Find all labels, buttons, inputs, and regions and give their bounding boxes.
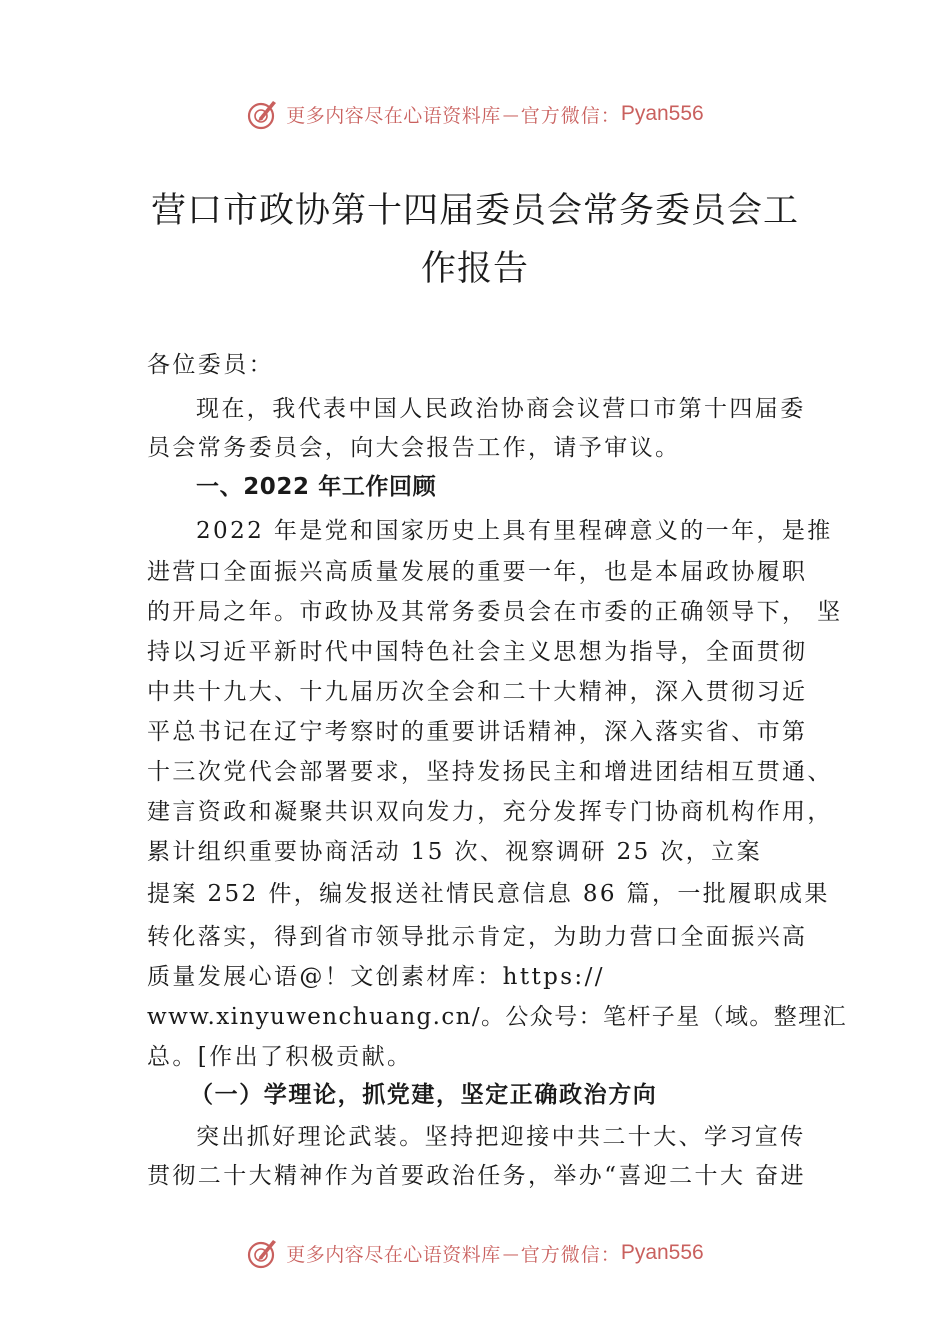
- paragraph-line: 质量发展心语@！文创素材库：https://: [147, 964, 605, 990]
- banner-text: 更多内容尽在心语资料库: [286, 1243, 501, 1266]
- paragraph-line: 现在，我代表中国人民政治协商会议营口市第十四届委: [196, 396, 806, 422]
- paragraph-line: 的开局之年。市政协及其常务委员会在市委的正确领导下， 坚: [147, 599, 843, 625]
- paragraph-line: 总。[作出了积极贡献。: [147, 1044, 413, 1070]
- banner-wechat-id: Pyan556: [620, 102, 704, 125]
- banner-wechat-label: 官方微信：: [520, 1243, 621, 1266]
- title-line-1: 营口市政协第十四届委员会常务委员会工: [150, 191, 799, 231]
- subsection-heading: （一）学理论，抓党建，坚定正确政治方向: [190, 1081, 658, 1108]
- greeting: 各位委员：: [147, 352, 274, 378]
- quill-logo-icon: [246, 1236, 280, 1270]
- paragraph-line: 转化落实，得到省市领导批示肯定，为助力营口全面振兴高: [147, 924, 808, 950]
- paragraph-line: www.xinyuwenchuang.cn/。公众号：笔杆子星（域。整理汇: [147, 1004, 848, 1030]
- paragraph-line: 十三次党代会部署要求，坚持发扬民主和增进团结相互贯通、: [147, 759, 833, 785]
- banner-text: 更多内容尽在心语资料库: [286, 104, 501, 127]
- document-title: [120, 182, 830, 298]
- section-heading: 一、2022 年工作回顾: [196, 474, 437, 500]
- header-banner: [0, 94, 950, 134]
- paragraph-line: 提案 252 件，编发报送社情民意信息 86 篇，一批履职成果: [147, 881, 830, 907]
- paragraph-line: 2022 年是党和国家历史上具有里程碑意义的一年，是推: [196, 518, 833, 544]
- paragraph-line: 员会常务委员会，向大会报告工作，请予审议。: [147, 435, 681, 461]
- paragraph-line: 建言资政和凝聚共识双向发力，充分发挥专门协商机构作用，: [147, 799, 833, 825]
- paragraph-line: 中共十九大、十九届历次全会和二十大精神，深入贯彻习近: [147, 679, 808, 705]
- quill-logo-icon: [246, 97, 280, 131]
- banner-dash: —: [502, 1243, 519, 1263]
- paragraph-line: 贯彻二十大精神作为首要政治任务，举办“喜迎二十大 奋进: [147, 1163, 806, 1189]
- banner-wechat-label: 官方微信：: [520, 104, 621, 127]
- banner-wechat-id: Pyan556: [620, 1241, 704, 1264]
- paragraph-line: 累计组织重要协商活动 15 次、视察调研 25 次，立案: [147, 839, 762, 865]
- paragraph-line: 平总书记在辽宁考察时的重要讲话精神，深入落实省、市第: [147, 719, 808, 745]
- title-line-2: 作报告: [420, 249, 529, 289]
- paragraph-line: 持以习近平新时代中国特色社会主义思想为指导，全面贯彻: [147, 639, 808, 665]
- banner-dash: —: [502, 104, 519, 124]
- paragraph-line: 突出抓好理论武装。坚持把迎接中共二十大、学习宣传: [196, 1124, 806, 1150]
- footer-banner: [0, 1233, 950, 1273]
- paragraph-line: 进营口全面振兴高质量发展的重要一年，也是本届政协履职: [147, 559, 808, 585]
